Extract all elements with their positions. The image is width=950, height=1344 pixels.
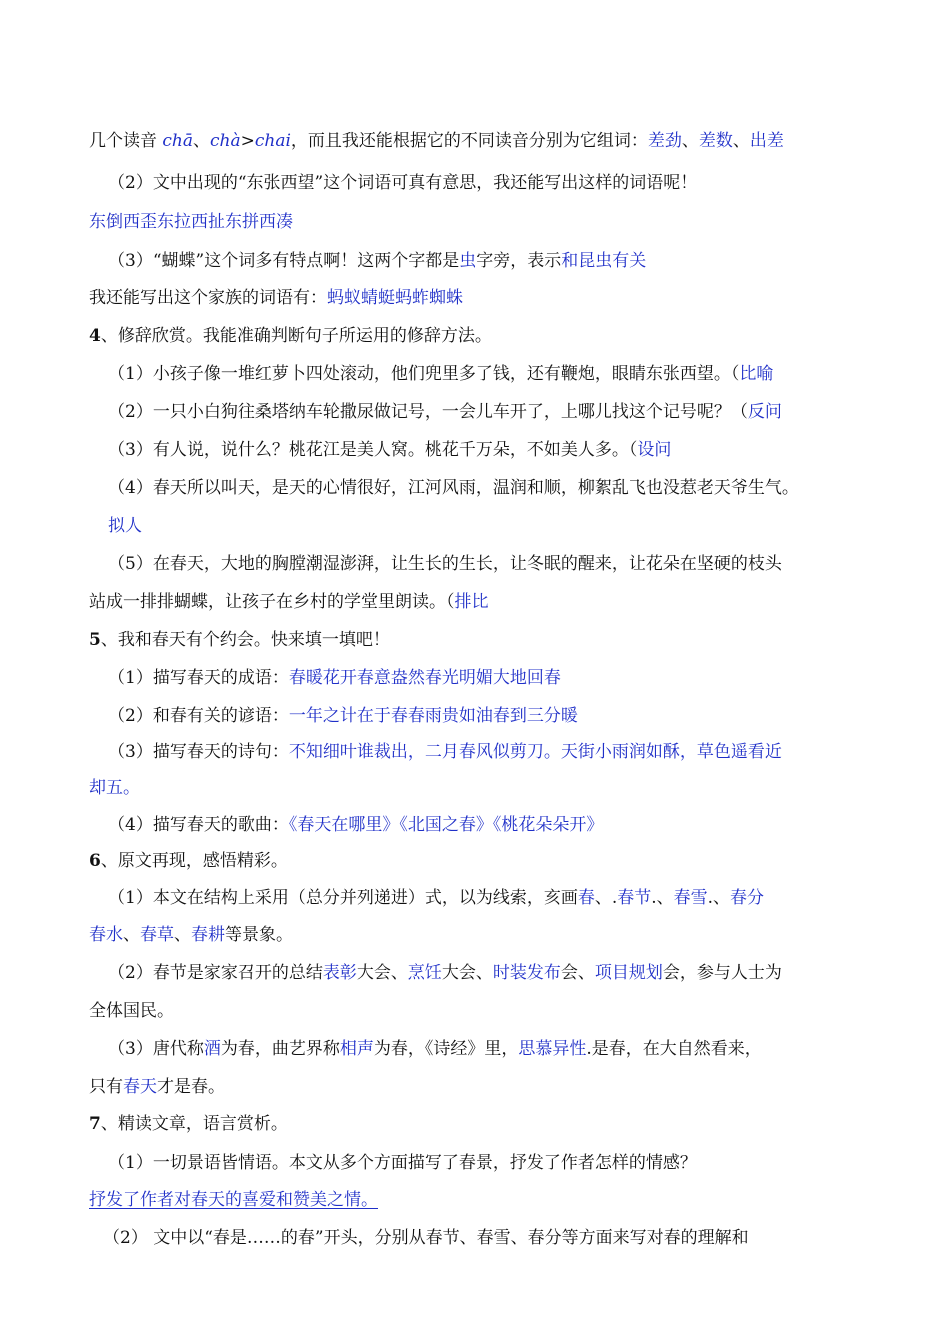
- text-segment: （1）本文在结构上采用（总分并列递进）式，以为线索，亥画: [108, 888, 578, 908]
- text-line: [89, 777, 950, 801]
- text-segment: 我还能写出这个家族的词语有：: [89, 288, 327, 308]
- text-line: [89, 130, 950, 154]
- text-line: [108, 1152, 950, 1176]
- text-segment: （3）描写春天的诗句：: [108, 742, 289, 762]
- text-segment: 会、: [560, 963, 595, 983]
- answer-text: 春天: [123, 1077, 157, 1097]
- answer-text: 春水: [89, 925, 123, 945]
- text-segment: 6: [89, 851, 101, 871]
- text-line: [89, 1076, 950, 1100]
- answer-text: 设问: [637, 440, 672, 460]
- answer-text: 思慕异性: [518, 1039, 587, 1059]
- text-line: [89, 1189, 950, 1213]
- answer-text: 春耕: [191, 925, 225, 945]
- text-segment: 、: [732, 131, 750, 151]
- answer-text: 春暖花开春意盎然春光明媚大地回春: [288, 668, 561, 688]
- text-segment: 大会、: [441, 963, 493, 983]
- answer-text: 相声: [339, 1039, 374, 1059]
- text-line: [89, 924, 950, 948]
- text-segment: （4）描写春天的歌曲：: [108, 815, 289, 835]
- text-line: [89, 287, 950, 311]
- text-line: [108, 667, 950, 691]
- answer-text: 比喻: [739, 364, 774, 384]
- text-segment: 只有: [89, 1077, 123, 1097]
- text-segment: 站成一排排蝴蝶，让孩子在乡村的学堂里朗读。（: [89, 592, 455, 612]
- text-segment: （3）唐代称: [108, 1039, 204, 1059]
- text-segment: .、: [707, 888, 731, 908]
- text-segment: 5: [89, 630, 101, 650]
- text-line: [89, 850, 950, 874]
- answer-text: 蚂蚁蜻蜓蚂蚱蜘蛛: [327, 288, 463, 308]
- text-line: [108, 814, 950, 838]
- answer-text: chà: [210, 131, 241, 151]
- text-line: [108, 705, 950, 729]
- answer-text: 《春天在哪里》《北国之春》《桃花朵朵开》: [288, 815, 604, 835]
- text-line: [108, 439, 950, 463]
- text-line: [108, 172, 950, 196]
- text-segment: 、修辞欣赏。我能准确判断句子所运用的修辞方法。: [100, 326, 492, 346]
- answer-text: 项目规划: [594, 963, 663, 983]
- answer-text: 出差: [749, 131, 784, 151]
- text-line: [89, 591, 950, 615]
- answer-text: 差数: [698, 131, 733, 151]
- text-segment: （4）春天所以叫天，是天的心情很好，江河风雨，温润和顺，柳絮乱飞也没惹老天爷生气。: [108, 478, 799, 498]
- text-segment: 字旁，表示: [476, 251, 562, 271]
- text-line: [89, 1113, 950, 1137]
- text-line: [108, 741, 950, 765]
- text-line: [89, 211, 950, 235]
- answer-text: 排比: [454, 592, 489, 612]
- text-segment: （1）描写春天的成语：: [108, 668, 289, 688]
- text-line: [89, 325, 950, 349]
- text-segment: 大会、: [356, 963, 408, 983]
- text-segment: 等景象。: [225, 925, 293, 945]
- text-segment: 、: [123, 925, 140, 945]
- text-segment: （5）在春天，大地的胸膛潮湿澎湃，让生长的生长，让冬眠的醒来，让花朵在坚硬的枝头: [108, 554, 782, 574]
- text-segment: 、原文再现，感悟精彩。: [100, 851, 288, 871]
- answer-text: 抒发了作者对春天的喜爱和赞美之情。: [89, 1190, 378, 1210]
- text-line: [103, 1227, 950, 1251]
- text-segment: （1）小孩子像一堆红萝卜四处滚动，他们兜里多了钱，还有鞭炮，眼睛东张西望。（: [108, 364, 740, 384]
- text-segment: 4: [89, 326, 101, 346]
- text-segment: （3）“蝴蝶”这个词多有特点啊！这两个字都是: [108, 251, 460, 271]
- text-line: [89, 1000, 950, 1024]
- answer-text: 时装发布: [492, 963, 561, 983]
- answer-text: 和昆虫有关: [561, 251, 647, 271]
- answer-text: 拟人: [108, 516, 142, 536]
- text-segment: （1）一切景语皆情语。本文从多个方面描写了春景，抒发了作者怎样的情感？: [108, 1153, 697, 1173]
- text-segment: .是春，在大自然看来，: [586, 1039, 762, 1059]
- text-line: [108, 887, 950, 911]
- text-segment: （2）一只小白狗往桑塔纳车轮撒尿做记号，一会儿车开了，上哪儿找这个记号呢？（: [108, 402, 748, 422]
- text-line: [108, 401, 950, 425]
- text-segment: （2） 文中以“春是……的春”开头，分别从春节、春雪、春分等方面来写对春的理解和: [103, 1228, 749, 1248]
- answer-text: chā: [162, 131, 194, 151]
- text-line: [108, 515, 950, 539]
- text-segment: 7: [89, 1114, 101, 1134]
- answer-text: 春节: [617, 888, 652, 908]
- text-segment: （3）有人说，说什么？桃花江是美人窝。桃花千万朵，不如美人多。（: [108, 440, 638, 460]
- answer-text: chai: [254, 131, 291, 151]
- text-segment: 几个读音: [89, 131, 163, 151]
- answer-text: 烹饪: [407, 963, 442, 983]
- text-segment: 、.: [594, 888, 618, 908]
- text-segment: 才是春。: [157, 1077, 225, 1097]
- text-segment: 为春，曲艺界称: [220, 1039, 340, 1059]
- answer-text: 春雪: [673, 888, 708, 908]
- text-line: [89, 629, 950, 653]
- text-line: [108, 553, 950, 577]
- text-line: [108, 477, 950, 501]
- text-segment: （2）文中出现的“东张西望”这个词语可真有意思，我还能写出这样的词语呢！: [108, 173, 698, 193]
- answer-text: 不知细叶谁裁出，二月春风似剪刀。天街小雨润如酥，草色遥看近: [288, 742, 782, 762]
- text-segment: 、精读文章，语言赏析。: [100, 1114, 288, 1134]
- answer-text: 春草: [140, 925, 174, 945]
- text-line: [108, 250, 950, 274]
- text-segment: 、: [174, 925, 191, 945]
- text-segment: .、: [651, 888, 674, 908]
- answer-text: 表彰: [322, 963, 357, 983]
- text-segment: 为春，《诗经》里，: [373, 1039, 519, 1059]
- answer-text: 虫: [459, 251, 477, 271]
- text-segment: 、我和春天有个约会。快来填一填吧！: [100, 630, 390, 650]
- answer-text: 酒: [203, 1039, 221, 1059]
- answer-text: 春分: [730, 888, 765, 908]
- answer-text: 差劲: [647, 131, 682, 151]
- answer-text: 东倒西歪东拉西扯东拼西凑: [89, 212, 293, 232]
- text-segment: 全体国民。: [89, 1001, 174, 1021]
- text-segment: （2）春节是家家召开的总结: [108, 963, 323, 983]
- text-segment: 会，参与人士为: [662, 963, 782, 983]
- answer-text: 一年之计在于春春雨贵如油春到三分暖: [288, 706, 578, 726]
- answer-text: 却五。: [89, 778, 140, 798]
- text-segment: 、: [193, 131, 211, 151]
- text-line: [108, 363, 950, 387]
- text-segment: 、: [681, 131, 699, 151]
- text-segment: ，而且我还能根据它的不同读音分别为它组词：: [290, 131, 648, 151]
- text-line: [108, 962, 950, 986]
- answer-text: 反问: [747, 402, 782, 422]
- text-line: [108, 1038, 950, 1062]
- text-segment: （2）和春有关的谚语：: [108, 706, 289, 726]
- text-segment: >: [240, 131, 255, 151]
- answer-text: 春: [577, 888, 595, 908]
